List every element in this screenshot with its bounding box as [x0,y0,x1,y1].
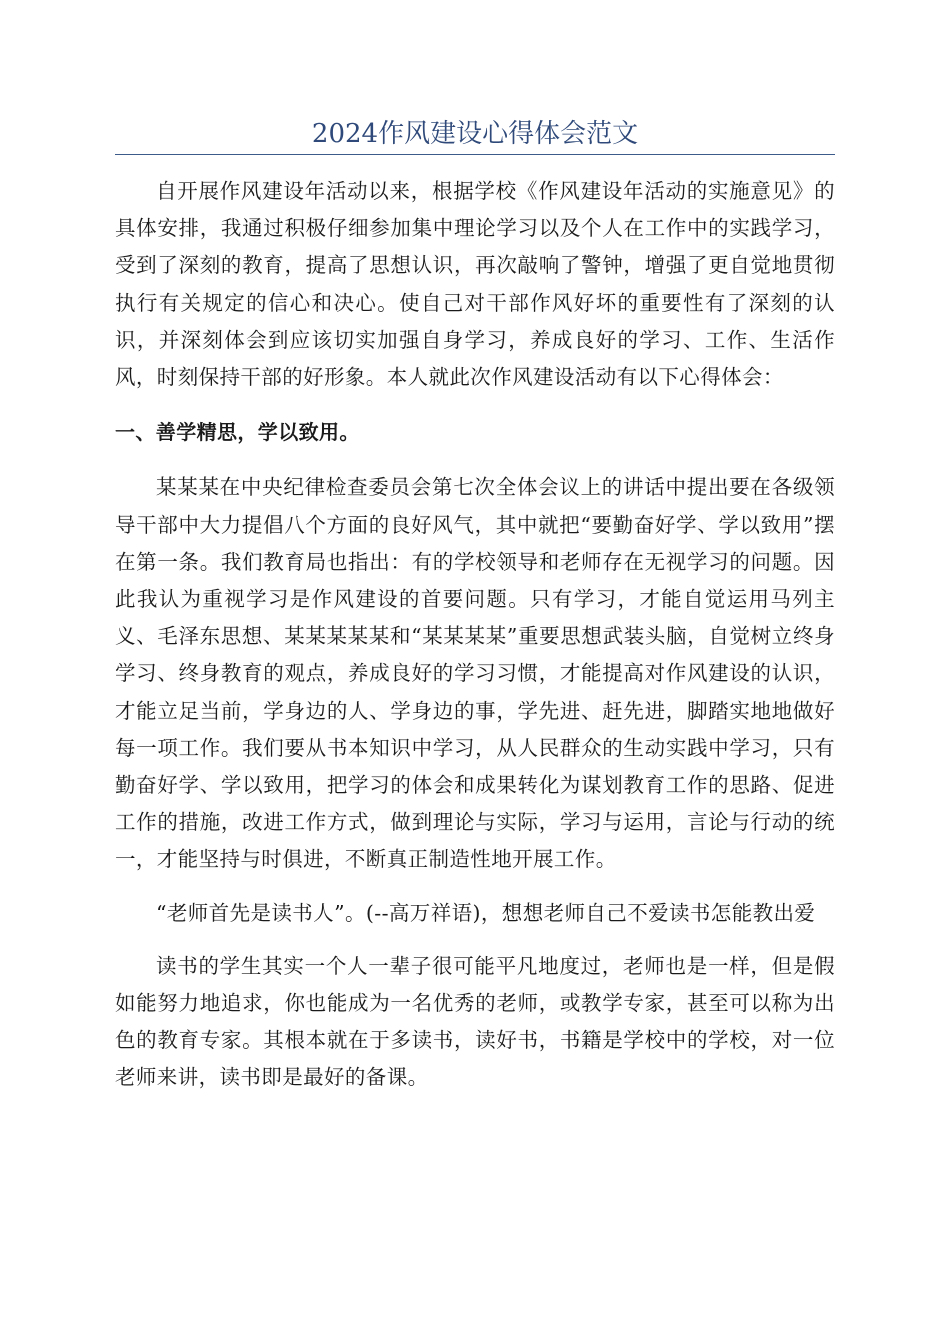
paragraph-quote: “老师首先是读书人”。(--高万祥语)，想想老师自己不爱读书怎能教出爱 [156,900,816,925]
title-underline [115,154,835,155]
document-body [115,173,835,1097]
paragraph-study: 某某某在中央纪律检查委员会第七次全体会议上的讲话中提出要在各级领导干部中大力提倡八个方面的良好风气，其中就把“要勤奋好学、学以致用”摆在第一条。我们教育局也指出：有的学校领导和老师存在无视学习的问题。因此我认为重视学习是作风建设的首要问题。只有学习，才能自觉运用马列主义、毛泽东思想、某某某某某和“某某某某”重要思想武装头脑，自觉树立终身学习、终身教育的观点，养成良好的学习习惯，才能提高对作风建设的认识，才能立足当前，学身边的人、学身边的事，学先进、赶先进，脚踏实地地做好每一项工作。我们要从书本知识中学习，从人民群众的生动实践中学习，只有勤奋好学、学以致用，把学习的体会和成果转化为谋划教育工作的思路、促进工作的措施，改进工作方式，做到理论与实际，学习与运用，言论与行动的统一，才能坚持与时俱进，不断真正制造性地开展工作。 [115,475,835,872]
paragraph-reading: 读书的学生其实一个人一辈子很可能平凡地度过，老师也是一样，但是假如能努力地追求，你也能成为一名优秀的老师，或教学专家，甚至可以称为出色的教育专家。其根本就在于多读书，读好书，书籍是学校中的学校，对一位老师来讲，读书即是最好的备课。 [115,953,835,1090]
section-heading-1: 一、善学精思，学以致用。 [115,420,360,445]
document-title: 2024作风建设心得体会范文 [311,119,639,149]
paragraph-intro: 自开展作风建设年活动以来，根据学校《作风建设年活动的实施意见》的具体安排，我通过积极仔细参加集中理论学习以及个人在工作中的实践学习，受到了深刻的教育，提高了思想认识，再次敲响了警钟，增强了更自觉地贯彻执行有关规定的信心和决心。使自己对干部作风好坏的重要性有了深刻的认识，并深刻体会到应该切实加强自身学习，养成良好的学习、工作、生活作风，时刻保持干部的好形象。本人就此次作风建设活动有以下心得体会： [115,179,835,390]
